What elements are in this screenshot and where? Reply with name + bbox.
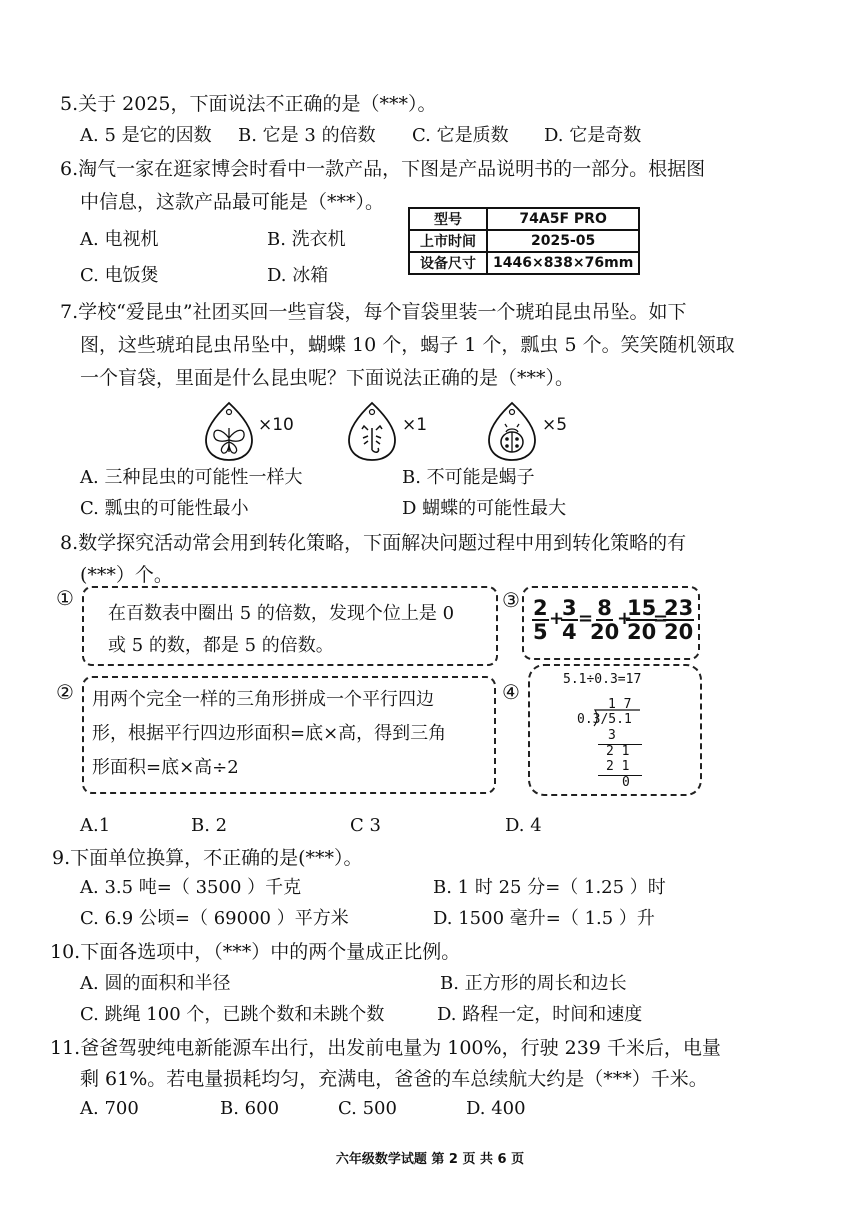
q9-option-a: A. 3.5 吨=（ 3500 ）千克	[80, 877, 302, 898]
q11-stem-line2: 剩 61%。若电量损耗均匀，充满电，爸爸的车总续航大约是（***）千米。	[80, 1068, 708, 1090]
fraction-1	[532, 597, 549, 643]
op-equals-1: =	[578, 608, 594, 629]
scorpion-icon	[346, 400, 398, 462]
op-equals-2: =	[653, 608, 669, 629]
box2-line2: 形，根据平行四边形面积=底×高，得到三角	[92, 723, 447, 744]
q5-option-b: B. 它是 3 的倍数	[238, 125, 376, 146]
box4-step2: 2 1	[606, 744, 630, 759]
spec-value-model: 74A5F PRO	[487, 208, 639, 230]
spec-label-release: 上市时间	[409, 230, 487, 252]
q8-stem-line1: 8.数学探究活动常会用到转化策略，下面解决问题过程中用到转化策略的有	[60, 532, 687, 554]
q5-option-a: A. 5 是它的因数	[80, 125, 212, 146]
q5-option-d: D. 它是奇数	[544, 125, 642, 146]
fraction-2-den: 4	[562, 620, 577, 644]
q9-option-b: B. 1 时 25 分=（ 1.25 ）时	[433, 877, 666, 898]
spec-row-size	[409, 252, 639, 274]
q7-option-b: B. 不可能是蝎子	[402, 467, 535, 488]
q6-stem-line1: 6.淘气一家在逛家博会时看中一款产品，下图是产品说明书的一部分。根据图	[60, 158, 706, 180]
q7-stem-line3: 一个盲袋，里面是什么昆虫呢？下面说法正确的是（***）。	[80, 367, 575, 389]
box4-step1: 3	[608, 728, 616, 743]
fraction-4-num: 15	[627, 596, 657, 620]
q8-option-a: A.1	[80, 815, 111, 836]
ladybug-count: ×5	[542, 415, 568, 435]
spec-label-size: 设备尺寸	[409, 252, 487, 274]
box4-number: ④	[502, 680, 520, 704]
q7-stem-line1: 7.学校“爱昆虫”社团买回一些盲袋，每个盲袋里装一个琥珀昆虫吊坠。如下	[60, 301, 687, 323]
fraction-4-den: 20	[627, 620, 657, 644]
spec-row-model	[409, 208, 639, 230]
box2-number: ②	[56, 680, 74, 704]
fraction-5-den: 20	[664, 620, 694, 644]
q11-option-c: C. 500	[338, 1098, 397, 1119]
q6-option-a: A. 电视机	[80, 229, 159, 250]
box4-step3: 2 1	[606, 759, 630, 774]
q10-stem: 10.下面各选项中，（***）中的两个量成正比例。	[50, 941, 461, 963]
q8-option-d: D. 4	[505, 815, 542, 836]
box1-number: ①	[56, 586, 74, 610]
fraction-1-num: 2	[533, 596, 548, 620]
fraction-5	[663, 597, 694, 643]
box1-line2: 或 5 的数，都是 5 的倍数。	[108, 635, 334, 656]
fraction-3-num: 8	[597, 596, 612, 620]
q7-option-d: D 蝴蝶的可能性最大	[402, 498, 567, 519]
box4-quotient: 1 7	[608, 697, 632, 712]
spec-value-size: 1446×838×76mm	[487, 252, 639, 274]
q10-option-b: B. 正方形的周长和边长	[440, 973, 627, 994]
q5-option-c: C. 它是质数	[412, 125, 509, 146]
op-plus-2: +	[617, 608, 633, 629]
q6-option-c: C. 电饭煲	[80, 265, 159, 286]
spec-label-model: 型号	[409, 208, 487, 230]
box2-line1: 用两个完全一样的三角形拼成一个平行四边	[92, 689, 434, 710]
q7-option-a: A. 三种昆虫的可能性一样大	[80, 467, 303, 488]
q9-option-c: C. 6.9 公顷=（ 69000 ）平方米	[80, 908, 349, 929]
op-plus-1: +	[549, 608, 565, 629]
q8-stem-line2: (***）个。	[80, 564, 173, 586]
box4-step4: 0	[622, 775, 630, 790]
q6-option-d: D. 冰箱	[267, 265, 329, 286]
q9-option-d: D. 1500 毫升=（ 1.5 ）升	[433, 908, 655, 929]
q8-option-b: B. 2	[191, 815, 228, 836]
q11-option-b: B. 600	[220, 1098, 280, 1119]
q7-option-c: C. 瓢虫的可能性最小	[80, 498, 249, 519]
product-spec-table	[408, 207, 640, 275]
fraction-2-num: 3	[562, 596, 577, 620]
box1-line1: 在百数表中圈出 5 的倍数，发现个位上是 0	[108, 603, 455, 624]
box4-division: 0.3/5.1	[577, 712, 632, 727]
q9-stem: 9.下面单位换算，不正确的是(***）。	[52, 847, 363, 869]
q5-stem: 5.关于 2025，下面说法不正确的是（***）。	[60, 93, 437, 115]
q11-option-a: A. 700	[80, 1098, 139, 1119]
fraction-3	[590, 597, 619, 643]
page-footer: 六年级数学试题 第 2 页 共 6 页	[335, 1152, 525, 1167]
butterfly-count: ×10	[258, 415, 294, 435]
scorpion-count: ×1	[402, 415, 428, 435]
division-rule-2	[598, 775, 642, 776]
q6-stem-line2: 中信息，这款产品最可能是（***）。	[80, 191, 385, 213]
fraction-5-num: 23	[664, 596, 694, 620]
spec-value-release: 2025-05	[487, 230, 639, 252]
fraction-1-den: 5	[533, 620, 548, 644]
q10-option-d: D. 路程一定，时间和速度	[437, 1004, 643, 1025]
box3-number: ③	[502, 588, 520, 612]
q11-option-d: D. 400	[466, 1098, 526, 1119]
q8-option-c: C 3	[350, 815, 381, 836]
q11-stem-line1: 11.爸爸驾驶纯电新能源车出行，出发前电量为 100%，行驶 239 千米后，电量	[50, 1037, 721, 1059]
box2-line3: 形面积=底×高÷2	[92, 757, 239, 778]
butterfly-icon	[203, 400, 255, 462]
q6-option-b: B. 洗衣机	[267, 229, 346, 250]
spec-row-release	[409, 230, 639, 252]
q7-stem-line2: 图，这些琥珀昆虫吊坠中，蝴蝶 10 个，蝎子 1 个，瓢虫 5 个。笑笑随机领取	[80, 334, 735, 356]
q10-option-a: A. 圆的面积和半径	[80, 973, 231, 994]
fraction-2	[561, 597, 578, 643]
box4-equation: 5.1÷0.3=17	[563, 672, 642, 687]
ladybug-icon	[486, 400, 538, 462]
fraction-3-den: 20	[590, 620, 620, 644]
q10-option-c: C. 跳绳 100 个，已跳个数和未跳个数	[80, 1004, 385, 1025]
